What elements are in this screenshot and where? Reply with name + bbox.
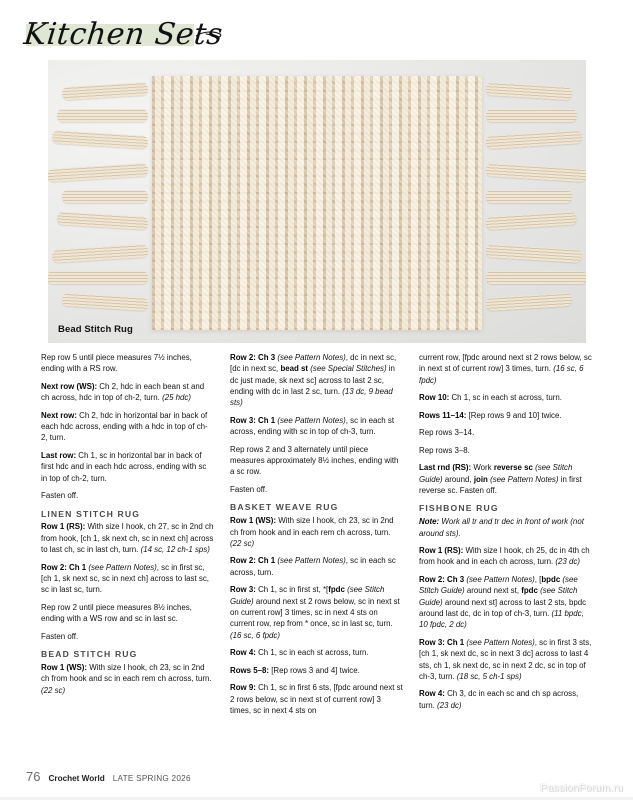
pattern-paragraph: Row 10: Ch 1, sc in each st across, turn. [419,393,562,403]
fringe-tassel [486,244,583,263]
pattern-paragraph: Row 2: Ch 1 (see Pattern Notes), sc in each sc across, turn. [230,556,396,577]
pattern-paragraph: Next row (WS): Ch 2, hdc in each bean st and ch across, hdc in top of ch-2, turn. (25 hdc) [41,381,205,403]
issue-date: LATE SPRING 2026 [112,774,191,783]
pattern-paragraph: Row 3: Ch 1 (see Pattern Notes), sc in each st across, ending with sc in top of ch-3, turn. [230,415,395,437]
page-title: Kitchen Sets [22,17,225,52]
fringe-tassel [62,293,149,311]
pattern-paragraph: Note: Work all tr and tr dec in front of work (not around sts). [419,517,584,538]
fringe-tassel [62,190,148,203]
pattern-paragraph: Row 4: Ch 3, dc in each sc and ch sp across, turn. (23 dc) [419,689,579,710]
pattern-paragraph: Fasten off. [41,631,79,641]
pattern-paragraph: Rows 11–14: [Rep rows 9 and 10] twice. [419,410,562,420]
fringe-tassel [486,130,583,149]
page-footer [26,769,191,784]
fringe-tassel [57,109,148,122]
section-heading: LINEN STITCH RUG [41,508,141,519]
pattern-paragraph: Row 3: Ch 1 (see Pattern Notes), sc in first 3 sts, [ch 1, sk next dc, sc in next 3 dc] across to last 4 sts, ch 1, sk next dc, sc in next 2 dc, sc in top of ch-3, turn. (18 sc, 5 ch-1 sps) [419,637,592,681]
photo-caption: Bead Stitch Rug [58,324,133,335]
fringe-tassel [62,82,149,100]
fringe-right [482,76,586,330]
fringe-tassel [486,109,577,122]
pattern-paragraph: Row 4: Ch 1, sc in each st across, turn. [230,648,369,658]
pattern-paragraph: Row 1 (WS): With size I hook, ch 23, sc in 2nd ch from hook and in each rem ch across, turn. (22 sc) [230,516,394,548]
section-heading: FISHBONE RUG [419,503,499,514]
pattern-paragraph: Rep rows 3–14. [419,428,475,438]
pattern-paragraph: Row 1 (RS): With size I hook, ch 27, sc in 2nd ch from hook, [ch 1, sk next ch, sc in next ch] across to last ch, sc in last ch, turn. (14 sc, 12 ch-1 sps) [41,522,214,555]
rug-photo [48,60,586,343]
pattern-paragraph: Row 3: Ch 1, sc in first st, *[fpdc (see Stitch Guide) around next st 2 rows below, sc in next st on current row] 3 times, sc in next 4 sts on current row, rep from * once, sc in last sc, turn. (16 sc, 6 fpdc) [230,585,400,640]
page-number: 76 [26,769,41,784]
pattern-paragraph: Rows 5–8: [Rep rows 3 and 4] twice. [230,665,360,675]
section-heading: BEAD STITCH RUG [41,649,138,660]
fringe-tassel [486,211,578,230]
rug-textile [152,76,482,330]
fringe-tassel [486,293,573,311]
title-swash-icon [196,30,222,42]
pattern-paragraph: current row, [fpdc around next st 2 rows below, sc in next st of current row] 3 times, turn. (16 sc, 6 fpdc) [419,353,592,385]
pattern-paragraph: Rep row 2 until piece measures 8½ inches, ending with a WS row and sc in last sc. [41,602,192,624]
fringe-left [48,76,152,330]
pattern-paragraph: Row 2: Ch 3 (see Pattern Notes), [bpdc (see Stitch Guide) around next st, fpdc (see Stitch Guide) around next st] across to last 2 sts, bpdc around last dc, dc in top of ch-3, turn. (11 bpdc, 10 fpdc, 2 dc) [419,574,587,630]
article-columns [41,352,593,752]
pattern-paragraph: Row 2: Ch 3 (see Pattern Notes), dc in next sc, [dc in next sc, bead st (see Special Stitches) in dc just made, sk next sc] across to last 2 sc, ending with dc in last 2 sc, turn. (13 dc, 9 bead sts) [230,353,397,408]
pattern-paragraph: Row 1 (RS): With size I hook, ch 25, dc in 4th ch from hook and in each ch across, turn. (23 dc) [419,546,590,567]
fringe-tassel [48,163,148,182]
section-heading: BASKET WEAVE RUG [230,502,339,513]
fringe-tassel [486,271,586,284]
site-watermark: PassionForum.ru [540,782,623,794]
pattern-paragraph: Last row: Ch 1, sc in horizontal bar in back of first hdc and in each hdc across, ending with sc in top of ch-2, turn. [41,450,207,483]
fringe-tassel [52,130,149,149]
fringe-tassel [48,271,148,284]
text-column-1 [41,352,214,752]
pattern-paragraph: Fasten off. [41,491,79,501]
pattern-paragraph: Rep rows 3–8. [419,445,470,455]
pattern-paragraph: Row 9: Ch 1, sc in first 6 sts, [fpdc around next st 2 rows below, sc in next st of current row] 3 times, sc in next 4 sts on [230,683,403,715]
pattern-paragraph: Last rnd (RS): Work reverse sc (see Stitch Guide) around, join (see Pattern Notes) in first reverse sc. Fasten off. [419,463,582,496]
fringe-tassel [486,163,586,182]
pattern-paragraph: Next row: Ch 2, hdc in horizontal bar in back of each hdc across, ending with a hdc in top of ch-2, turn. [41,410,208,443]
pattern-paragraph: Rep row 5 until piece measures 7½ inches, ending with a RS row. [41,353,192,374]
text-column-3 [419,352,592,752]
fringe-tassel [486,82,573,100]
fringe-tassel [52,244,149,263]
pattern-paragraph: Fasten off. [230,485,268,494]
pattern-paragraph: Row 2: Ch 1 (see Pattern Notes), sc in first sc, [ch 1, sk next sc, sc in next ch] across to last sc, sc in last sc, turn. [41,562,209,595]
text-column-2 [230,352,403,752]
fringe-tassel [486,190,572,203]
magazine-name: Crochet World [48,774,105,783]
pattern-paragraph: Row 1 (WS): With size I hook, ch 23, sc in 2nd ch from hook and sc in each rem ch across, turn. (22 sc) [41,662,212,695]
fringe-tassel [57,211,149,230]
pattern-paragraph: Rep rows 2 and 3 alternately until piece measures approximately 8½ inches, ending with a sc row. [230,444,399,477]
